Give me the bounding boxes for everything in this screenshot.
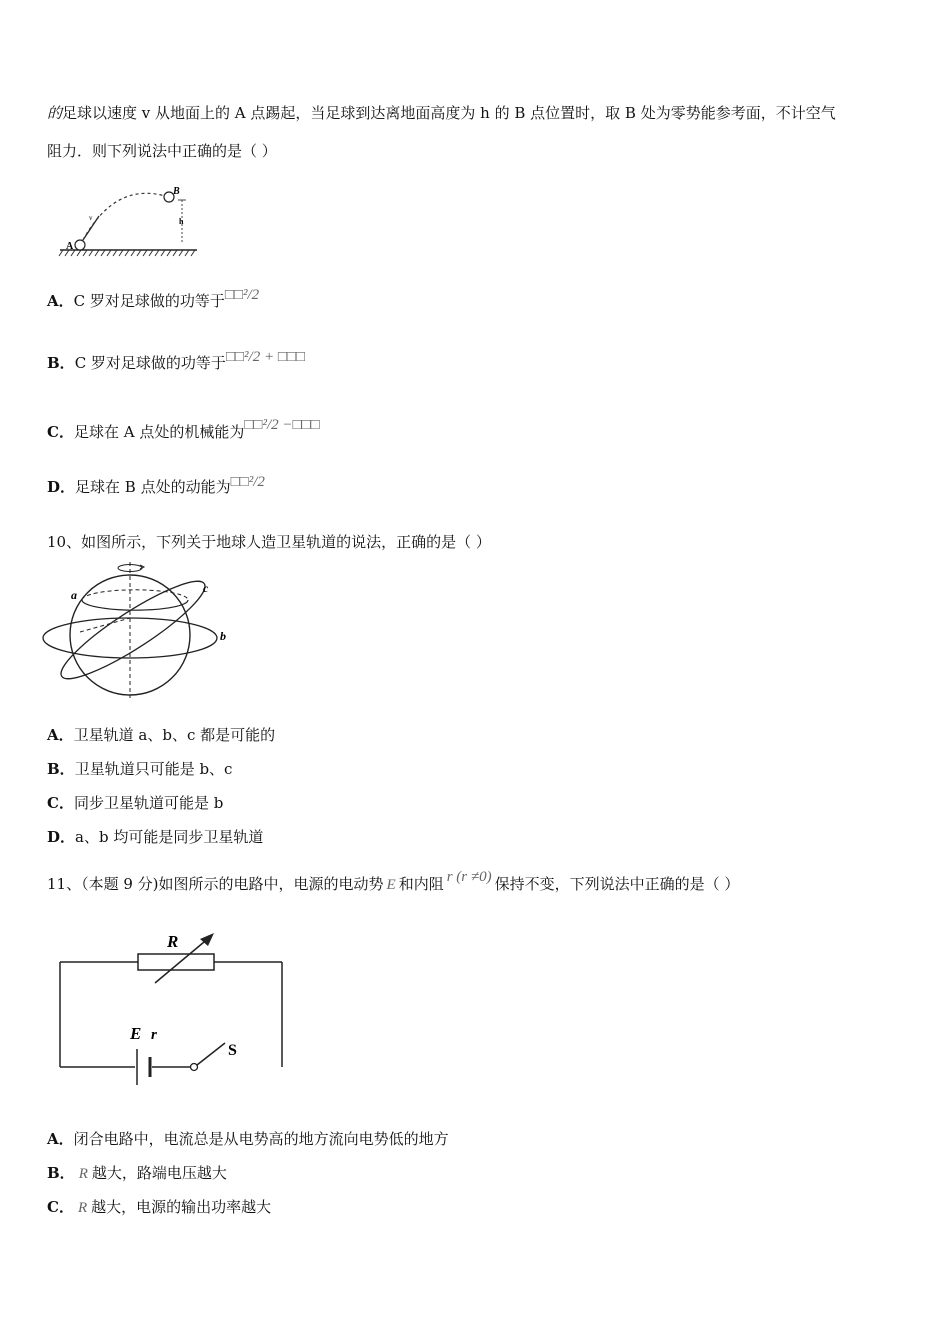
option-label: D． [47,828,76,846]
q11-stem-prefix: 11、（本题 9 分)如图所示的电路中，电源的电动势 [47,875,384,893]
label-h: h [179,217,184,226]
option-text: C 罗对足球做的功等于 [74,354,226,372]
q10-stem: 10、如图所示，下列关于地球人造卫星轨道的说法，正确的是（ ） [47,533,491,551]
label-orbit-b: b [220,629,226,643]
option-text: 越大，路端电压越大 [91,1164,227,1182]
q9-option-b[interactable] [47,349,306,373]
option-label: A． [47,726,74,744]
q11-option-a[interactable] [47,1128,449,1149]
option-label: C． [47,1198,74,1216]
option-text: C 罗对足球做的功等于 [73,292,225,310]
option-label: C． [47,423,74,441]
option-text: a、b 均可能是同步卫星轨道 [75,828,264,846]
option-formula: □□²/2 −□□□ [244,417,320,433]
q11-stem [47,869,740,894]
q10-option-a[interactable] [47,724,275,745]
ball-a-icon [75,240,85,250]
q11-stem-mid: 和内阻 [398,875,444,893]
q9-option-a[interactable] [47,287,260,311]
q11-option-b[interactable] [47,1162,227,1183]
q9-figure [55,184,205,262]
option-formula: □□²/2 + □□□ [225,349,306,365]
q9-line2: 阻力．则下列说法中正确的是（ ） [47,142,277,160]
emf-symbol: E [386,877,396,893]
label-v: v [89,214,93,222]
q9-line1 [47,102,836,123]
label-b: B [173,186,180,197]
option-label: A． [47,292,74,310]
option-text: 卫星轨道 a、b、c 都是可能的 [73,726,276,744]
q11-stem-suffix: 保持不变，下列说法中正确的是（ ） [494,875,740,893]
label-E: E [130,1024,142,1043]
label-orbit-c: c [203,581,209,595]
resistance-formula: r (r ≠0) [446,869,492,885]
option-text: 闭合电路中，电流总是从电势高的地方流向电势低的地方 [73,1130,449,1148]
q10-option-d[interactable] [47,826,263,847]
q11-circuit-figure [50,925,290,1095]
option-text: 卫星轨道只可能是 b、c [74,760,233,778]
label-orbit-a: a [71,588,77,602]
option-label: D． [47,478,76,496]
option-label: A． [47,1130,74,1148]
rheostat-icon [138,954,214,970]
switch-icon [197,1043,225,1065]
q9-option-c[interactable] [47,417,320,442]
option-symbol: R [77,1200,88,1216]
option-formula: □□²/2 [224,287,260,303]
label-a: A [66,241,74,252]
label-r: r [151,1027,157,1043]
q9-line1-text: 足球以速度 v 从地面上的 A 点踢起，当足球到达离地面高度为 h 的 B 点位置时，取 B 处为零势能参考面，不计空气 [62,104,836,122]
q9-line1-prefix: 的 [47,104,63,122]
option-text: 足球在 A 点处的机械能为 [73,423,245,441]
option-label: B． [47,354,75,372]
q10-option-c[interactable] [47,792,223,813]
q10-figure [40,560,240,700]
option-text: 同步卫星轨道可能是 b [73,794,224,812]
q10-option-b[interactable] [47,758,232,779]
q11-option-c[interactable] [47,1196,271,1217]
label-R: R [167,932,179,951]
option-text: 越大，电源的输出功率越大 [91,1198,272,1216]
option-label: B． [47,1164,75,1182]
q9-option-d[interactable] [47,476,265,497]
label-S: S [228,1042,237,1059]
option-text: 足球在 B 点处的动能为 [75,478,231,496]
option-formula: □□²/2 [230,474,265,490]
option-symbol: R [78,1166,88,1182]
option-label: B． [47,760,75,778]
option-label: C． [47,794,74,812]
